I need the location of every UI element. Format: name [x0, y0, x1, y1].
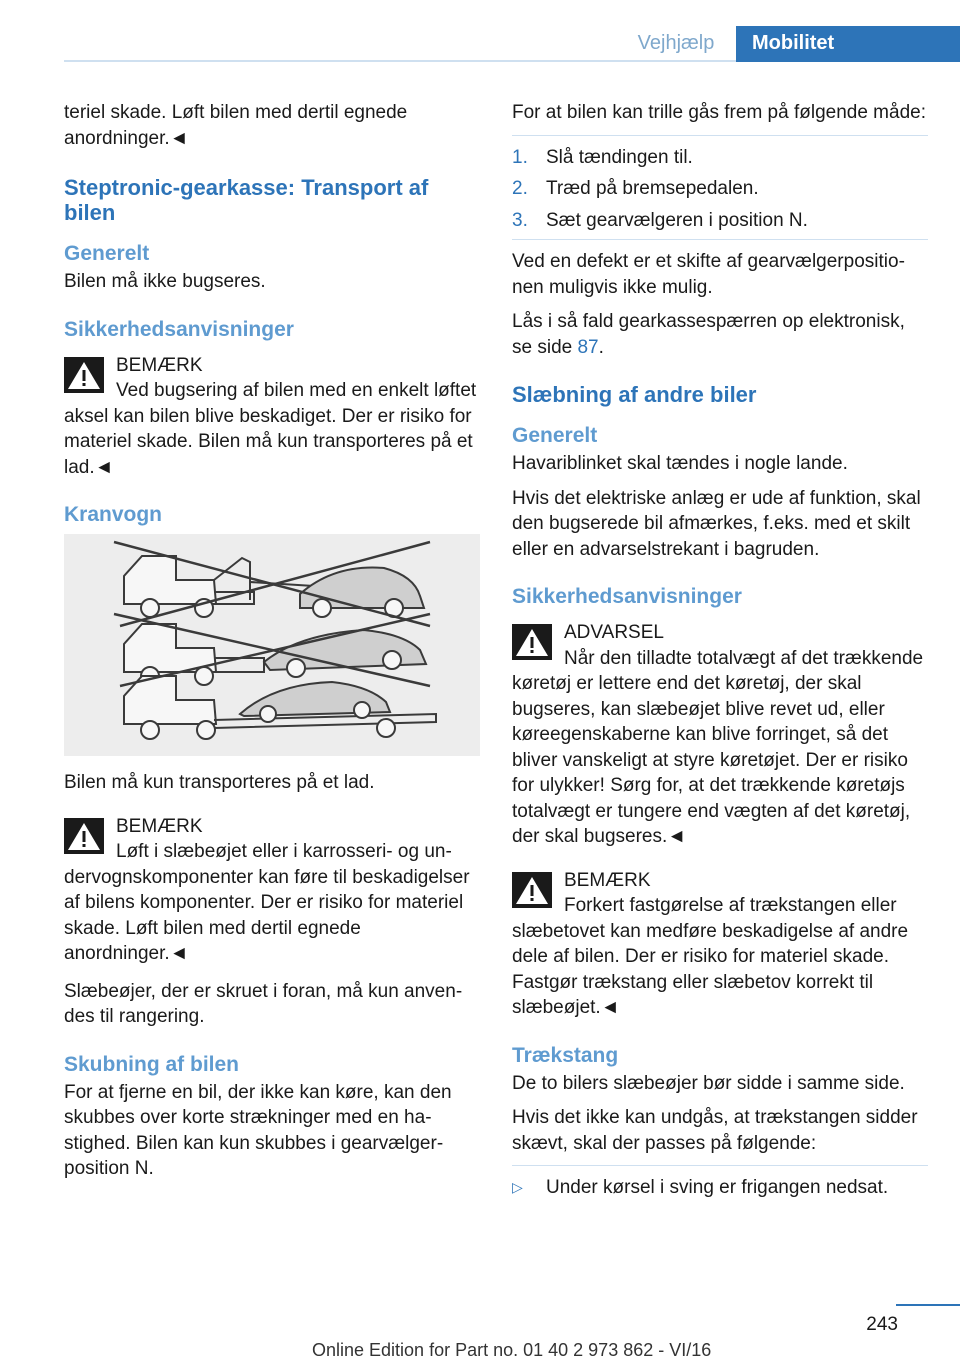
figure-caption: Bilen må kun transporteres på et lad. [64, 772, 375, 793]
tow-truck-drawing [64, 534, 480, 756]
warning-triangle-icon [64, 357, 104, 393]
tow-truck-illustration [64, 534, 480, 756]
notice-box-1 [64, 353, 480, 481]
text-defect: Ved en defekt er et skifte af gearvælgerpositionen muligvis ikke mulig. [512, 251, 905, 298]
footer-rule [896, 1304, 960, 1306]
tab-mobilitet[interactable]: Mobilitet [736, 26, 960, 62]
warning-box [512, 620, 928, 850]
divider [512, 135, 928, 136]
text-if-skewed: Hvis det ikke kan undgås, at trækstangen sidder skævt, skal der passes på følgende: [512, 1107, 918, 1154]
heading-kranvogn: Kranvogn [64, 503, 163, 526]
left-column [64, 100, 480, 1191]
text-electrical: Hvis det elektriske anlæg er ude af funktion, skal den bugserede bil afmærkes, f.eks. med et skilt eller en advarselstrekant i bagruden. [512, 487, 921, 560]
notice-box-2 [64, 814, 480, 967]
text-no-towing: Bilen må ikke bugseres. [64, 271, 266, 292]
notice-title: BEMÆRK [116, 815, 203, 837]
notice-text: Forkert fastgørelse af trækstangen eller slæbetovet kan medføre beskadigelse af andre dele af bilen. Der er risiko for materiel skade. Fastgør trækstang eller slæbetov korrekt til slæbeøjet.◄ [512, 895, 909, 1018]
notice-text: Ved bugsering af bilen med en enkelt løftet aksel kan bilen blive beskadiget. Der er risiko for materiel skade. Bilen må kun transporteres på et lad.◄ [64, 380, 477, 478]
heading-generelt: Generelt [512, 424, 598, 447]
divider [512, 239, 928, 240]
heading-pushing: Skubning af bilen [64, 1052, 240, 1076]
notice-box [512, 868, 928, 1021]
heading-traekstang: Trækstang [512, 1043, 619, 1067]
text-pushing: For at fjerne en bil, der ikke kan køre, kan den skubbes over korte strækninger med en hastighed. Bilen kan kun skubbes i gearvælgerposition N. [64, 1081, 452, 1179]
page-link[interactable]: 87 [577, 336, 599, 358]
list-item: 1. Slå tændingen til. [512, 146, 693, 168]
warning-triangle-icon [512, 872, 552, 908]
step-list [512, 145, 928, 234]
text-hazard-lights: Havariblinket skal tændes i nogle lande. [512, 453, 848, 474]
heading-safety: Sikkerhedsanvisninger [512, 585, 742, 608]
tab-vejhjaelp[interactable]: Vejhjælp [637, 32, 715, 54]
warning-title: ADVARSEL [564, 622, 664, 643]
heading-towing-others: Slæbning af andre biler [512, 382, 757, 407]
warning-text: Når den tilladte totalvægt af det trækkende køretøj er lettere end det køretøj, der skal bugseres, kan slæbeøjet blive revet ud, eller køreegenskaberne kan blive forringet, så det bliver vanskeligt at styre køretøjet. Der er risiko for ulykker! Sørg for, at det trækkende køretøjs totalvægt er tungere end vægten af det køretøj, der skal bugseres.◄ [512, 647, 924, 847]
heading-safety: Sikkerhedsanvisninger [64, 317, 294, 341]
warning-triangle-icon [512, 624, 552, 660]
divider [512, 1165, 928, 1166]
list-item: 2. Træd på bremsepedalen. [512, 178, 759, 199]
page-number: 243 [866, 1314, 898, 1335]
list-item: ▷ Under kørsel i sving er frigangen nedsat. [512, 1175, 928, 1201]
heading-generelt: Generelt [64, 242, 150, 265]
triangle-bullet-icon: ▷ [512, 1179, 523, 1195]
warning-triangle-icon [64, 818, 104, 854]
text-unlock: Lås i så fald gearkassespærren op elektronisk, se side 87. [512, 311, 905, 358]
text-same-side: De to bilers slæbeøjer bør sidde i samme side. [512, 1072, 905, 1094]
intro-text: teriel skade. Løft bilen med dertil egnede anordninger.◄ [64, 102, 408, 149]
notice-text: Løft i slæbeøjet eller i karrosseri- og undervognskomponenter kan føre til beskadigelser af bilens komponenter. Der er risiko for materiel skade. Løft bilen med dertil egnede anordninger.◄ [64, 841, 470, 964]
notice-title: BEMÆRK [564, 869, 651, 891]
text-tow-eyes: Slæbeøjer, der er skruet i foran, må kun anvendes til rangering. [64, 980, 463, 1027]
notice-title: BEMÆRK [116, 354, 203, 376]
online-edition-note: Online Edition for Part no. 01 40 2 973 862 - VI/16 [312, 1340, 712, 1360]
right-column [512, 100, 928, 1201]
heading-steptronic-transport: Steptronic-gearkasse: Transport af bilen [64, 175, 429, 225]
intro-text: For at bilen kan trille gås frem på følgende måde: [512, 102, 926, 123]
list-item: 3. Sæt gearvælgeren i position N. [512, 209, 808, 231]
